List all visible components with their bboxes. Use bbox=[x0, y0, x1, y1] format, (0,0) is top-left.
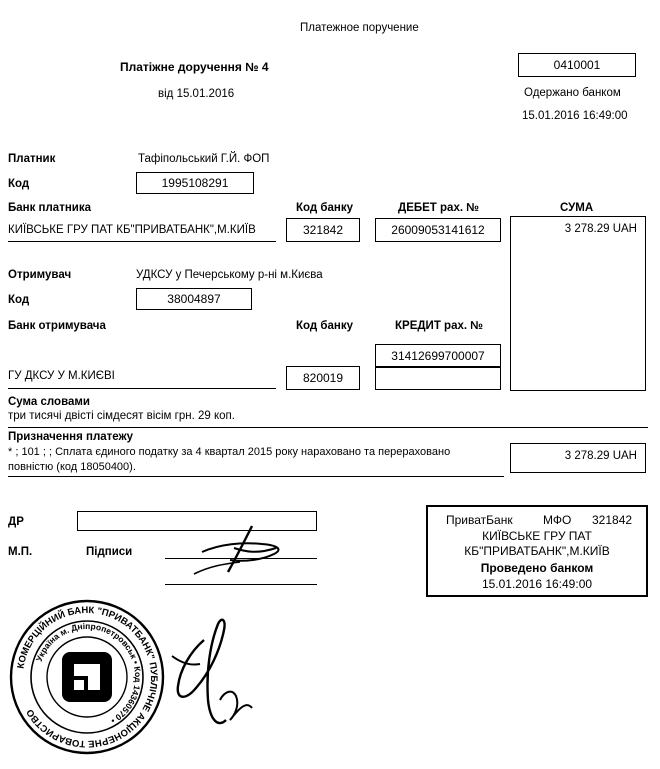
sum-value: 3 278.29 UAH bbox=[564, 223, 637, 235]
handwritten-signature-1 bbox=[180, 518, 300, 580]
handwritten-signature-2 bbox=[160, 600, 280, 740]
svg-text:КОМЕРЦІЙНИЙ БАНК "ПРИВАТБАНК": КОМЕРЦІЙНИЙ БАНК "ПРИВАТБАНК" ПУБЛІЧНЕ АКЦІОНЕРНЕ ТОВАРИСТВО bbox=[15, 604, 160, 750]
sum-words-underline bbox=[8, 427, 648, 428]
recipient-name: УДКСУ у Печерському р-ні м.Києва bbox=[136, 269, 323, 281]
stamp-datetime: 15.01.2016 16:49:00 bbox=[481, 577, 593, 591]
credit-account-box bbox=[375, 344, 501, 368]
purpose-label: Призначення платежу bbox=[8, 431, 134, 443]
recipient-label: Отримувач bbox=[8, 269, 72, 281]
svg-text:Україна м. Дніпропетровськ • К: Україна м. Дніпропетровськ • Код 14360570 • bbox=[33, 620, 144, 726]
payer-bank-label: Банк платника bbox=[8, 202, 92, 214]
dr-label: ДР bbox=[8, 516, 24, 528]
sum-label: СУМА bbox=[560, 202, 594, 214]
stamp-line-3: КБ"ПРИВАТБАНК",М.КИЇВ bbox=[464, 544, 610, 558]
purpose-line-2: повністю (код 18050400). bbox=[8, 461, 136, 473]
received-datetime: 15.01.2016 16:49:00 bbox=[522, 110, 628, 122]
stamp-bank-name: ПриватБанк bbox=[446, 513, 513, 527]
signature-line-2 bbox=[165, 584, 317, 585]
form-title: Платежное поручение bbox=[300, 22, 419, 34]
sum-box bbox=[510, 216, 646, 391]
recipient-code-label: Код bbox=[8, 294, 30, 306]
recipient-code-box bbox=[136, 288, 252, 310]
credit-account: 31412699700007 bbox=[391, 349, 485, 363]
payer-name: Тафіпольський Г.Й. ФОП bbox=[138, 153, 270, 165]
stamp-mfo-label: МФО bbox=[543, 513, 572, 527]
purpose-sum: 3 278.29 UAH bbox=[564, 450, 637, 462]
recipient-bank-name: ГУ ДКСУ У М.КИЄВІ bbox=[8, 370, 115, 382]
payer-label: Платник bbox=[8, 153, 56, 165]
payer-bank-code-box bbox=[286, 218, 360, 242]
credit-label: КРЕДИТ рах. № bbox=[395, 320, 484, 332]
payer-bank-name: КИЇВСЬКЕ ГРУ ПАТ КБ"ПРИВАТБАНК",М.КИЇВ bbox=[8, 224, 256, 236]
sum-words-text: три тисячі двісті сімдесят вісім грн. 29 коп. bbox=[8, 410, 235, 422]
payer-code-label: Код bbox=[8, 178, 30, 190]
stamp-mfo: 321842 bbox=[592, 513, 633, 527]
recipient-bank-underline bbox=[8, 388, 276, 389]
signatures-label: Підписи bbox=[86, 546, 133, 558]
payer-bank-code: 321842 bbox=[302, 223, 344, 237]
stamp-line-2: КИЇВСЬКЕ ГРУ ПАТ bbox=[482, 529, 592, 543]
payer-bank-code-label: Код банку bbox=[296, 202, 353, 214]
payer-bank-underline bbox=[8, 241, 276, 242]
recipient-bank-code: 820019 bbox=[302, 371, 344, 385]
received-label: Одержано банком bbox=[524, 87, 621, 99]
debit-label: ДЕБЕТ рах. № bbox=[398, 202, 480, 214]
recipient-bank-code-box bbox=[286, 366, 360, 390]
recipient-code: 38004897 bbox=[167, 292, 221, 306]
doc-code-box bbox=[518, 53, 636, 77]
stamp-status: Проведено банком bbox=[480, 561, 594, 575]
document-title: Платіжне доручення № 4 bbox=[120, 60, 269, 74]
debit-account-box bbox=[375, 218, 501, 242]
recipient-bank-code-label: Код банку bbox=[296, 320, 353, 332]
payer-code: 1995108291 bbox=[161, 176, 229, 190]
bank-stamp bbox=[426, 505, 648, 597]
purpose-sum-box bbox=[510, 443, 646, 473]
document-date: від 15.01.2016 bbox=[158, 88, 235, 100]
bank-seal bbox=[8, 598, 166, 756]
debit-account: 26009053141612 bbox=[391, 223, 485, 237]
credit-account-box-empty bbox=[375, 366, 501, 390]
doc-code: 0410001 bbox=[553, 58, 601, 72]
mp-label: М.П. bbox=[8, 546, 33, 558]
purpose-underline bbox=[8, 476, 504, 477]
purpose-line-1: * ; 101 ; ; Сплата єдиного податку за 4 квартал 2015 року нараховано та перераховано bbox=[8, 446, 451, 458]
recipient-bank-label: Банк отримувача bbox=[8, 320, 106, 332]
payer-code-box bbox=[136, 172, 254, 194]
sum-words-label: Сума словами bbox=[8, 396, 90, 408]
